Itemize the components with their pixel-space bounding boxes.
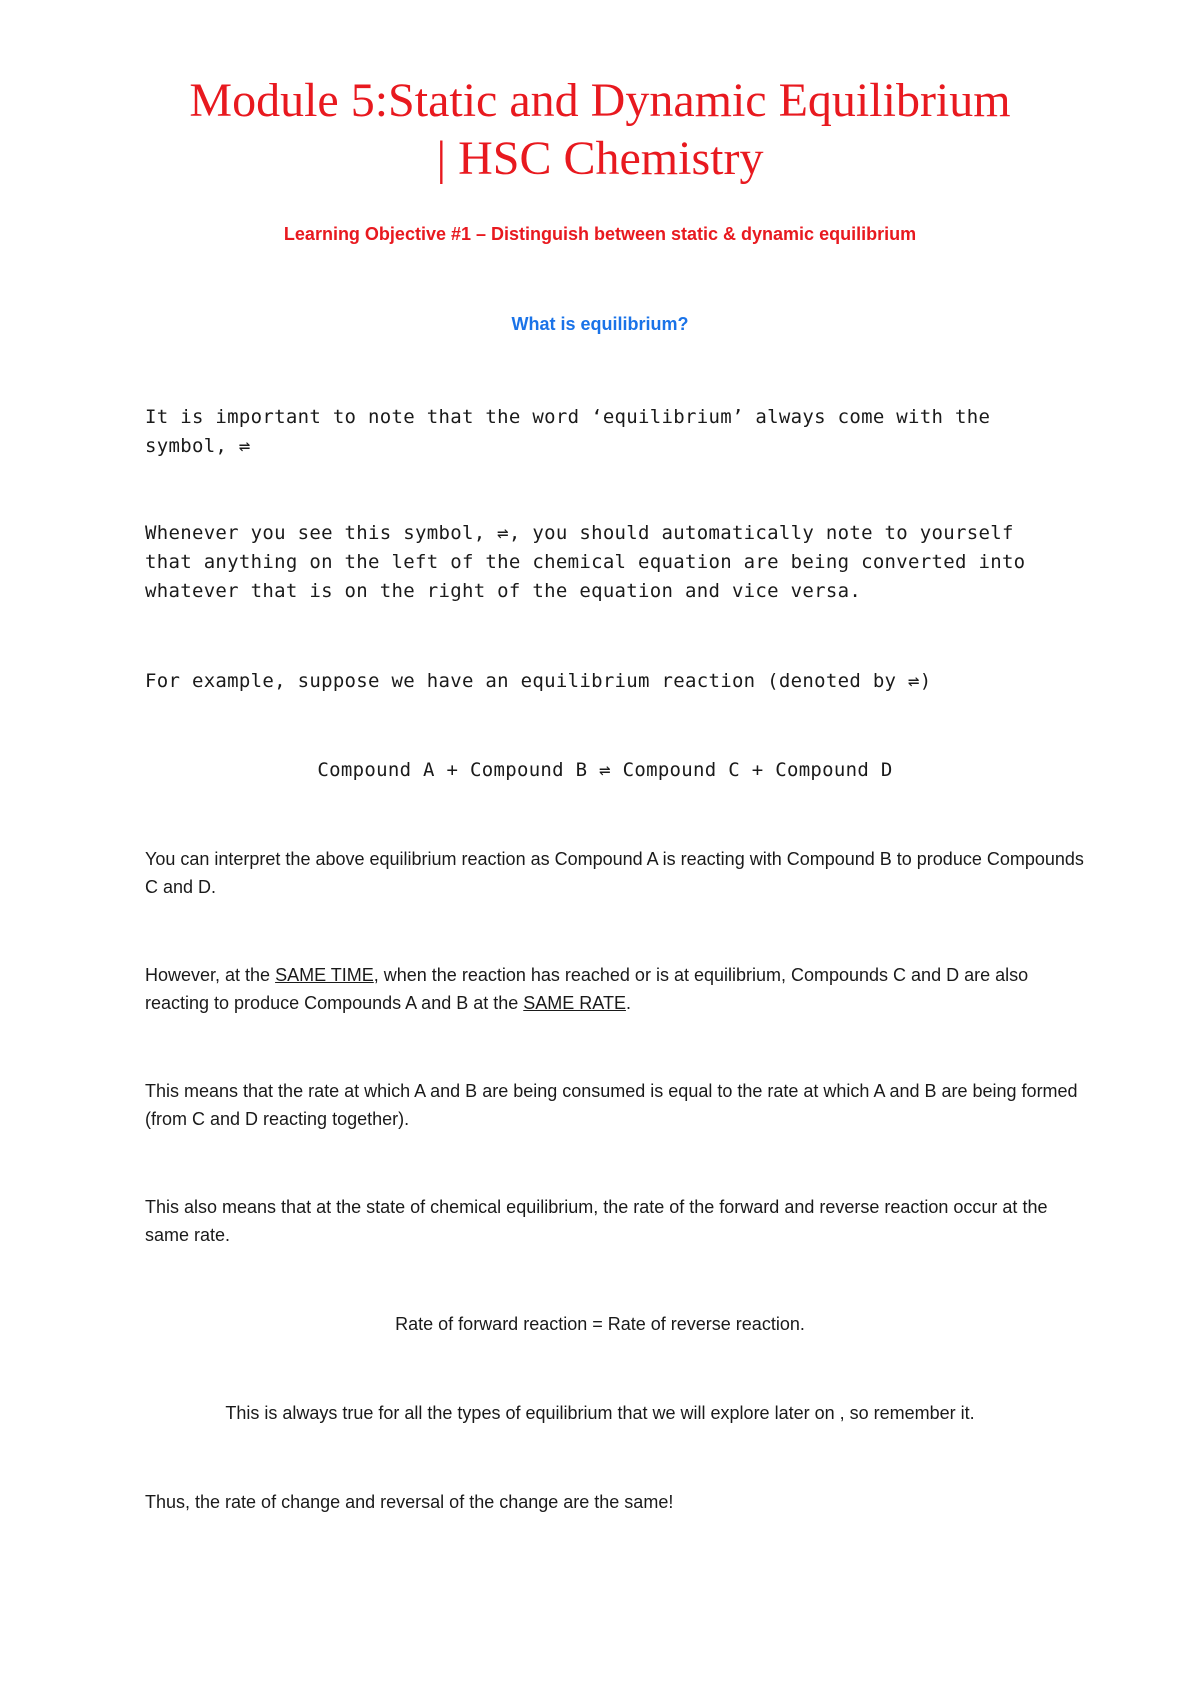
- paragraph-interpretation: You can interpret the above equilibrium reaction as Compound A is reacting with Compound B to produce Compounds C and D.: [145, 849, 1084, 897]
- title-line-2: | HSC Chemistry: [436, 132, 764, 185]
- title-line-1: Module 5:Static and Dynamic Equilibrium: [189, 74, 1011, 127]
- paragraph-consumed-formed: This means that the rate at which A and B are being consumed is equal to the rate at which A and B are being formed (from C and D reacting together).: [145, 1081, 1078, 1129]
- page-title: [60, 72, 1140, 188]
- text-fragment: However, at the: [145, 965, 276, 985]
- text-fragment: , when the reaction has reached or is at equilibrium, Compounds C and D are also reacting to produce Compounds A and B at the: [145, 965, 1029, 1013]
- paragraph-forward-reverse: This also means that at the state of chemical equilibrium, the rate of the forward and reverse reaction occur at the same rate.: [145, 1197, 1048, 1245]
- section-heading: What is equilibrium?: [511, 314, 689, 334]
- paragraph-example-intro: For example, suppose we have an equilibrium reaction (denoted by ⇌): [145, 670, 932, 692]
- paragraph-conclusion: Thus, the rate of change and reversal of the change are the same!: [145, 1492, 674, 1512]
- equilibrium-equation: Compound A + Compound B ⇌ Compound C + Compound D: [317, 759, 893, 781]
- rate-equality-statement: Rate of forward reaction = Rate of reverse reaction.: [395, 1314, 805, 1334]
- emphasis-same-time: SAME TIME: [275, 965, 374, 985]
- paragraph-same-time: [145, 961, 1085, 1017]
- paragraph-symbol-note: It is important to note that the word ‘equilibrium’ always come with the symbol, ⇌: [145, 406, 991, 457]
- text-fragment: .: [625, 993, 631, 1013]
- paragraph-symbol-meaning: Whenever you see this symbol, ⇌, you should automatically note to yourself that anything on the left of the chemical equation are being converted into whatever that is on the right of the equation and vice versa.: [145, 522, 1026, 602]
- paragraph-always-true: This is always true for all the types of equilibrium that we will explore later on , so remember it.: [225, 1403, 975, 1423]
- learning-objective: Learning Objective #1 – Distinguish between static & dynamic equilibrium: [283, 224, 917, 244]
- emphasis-same-rate: SAME RATE: [523, 993, 626, 1013]
